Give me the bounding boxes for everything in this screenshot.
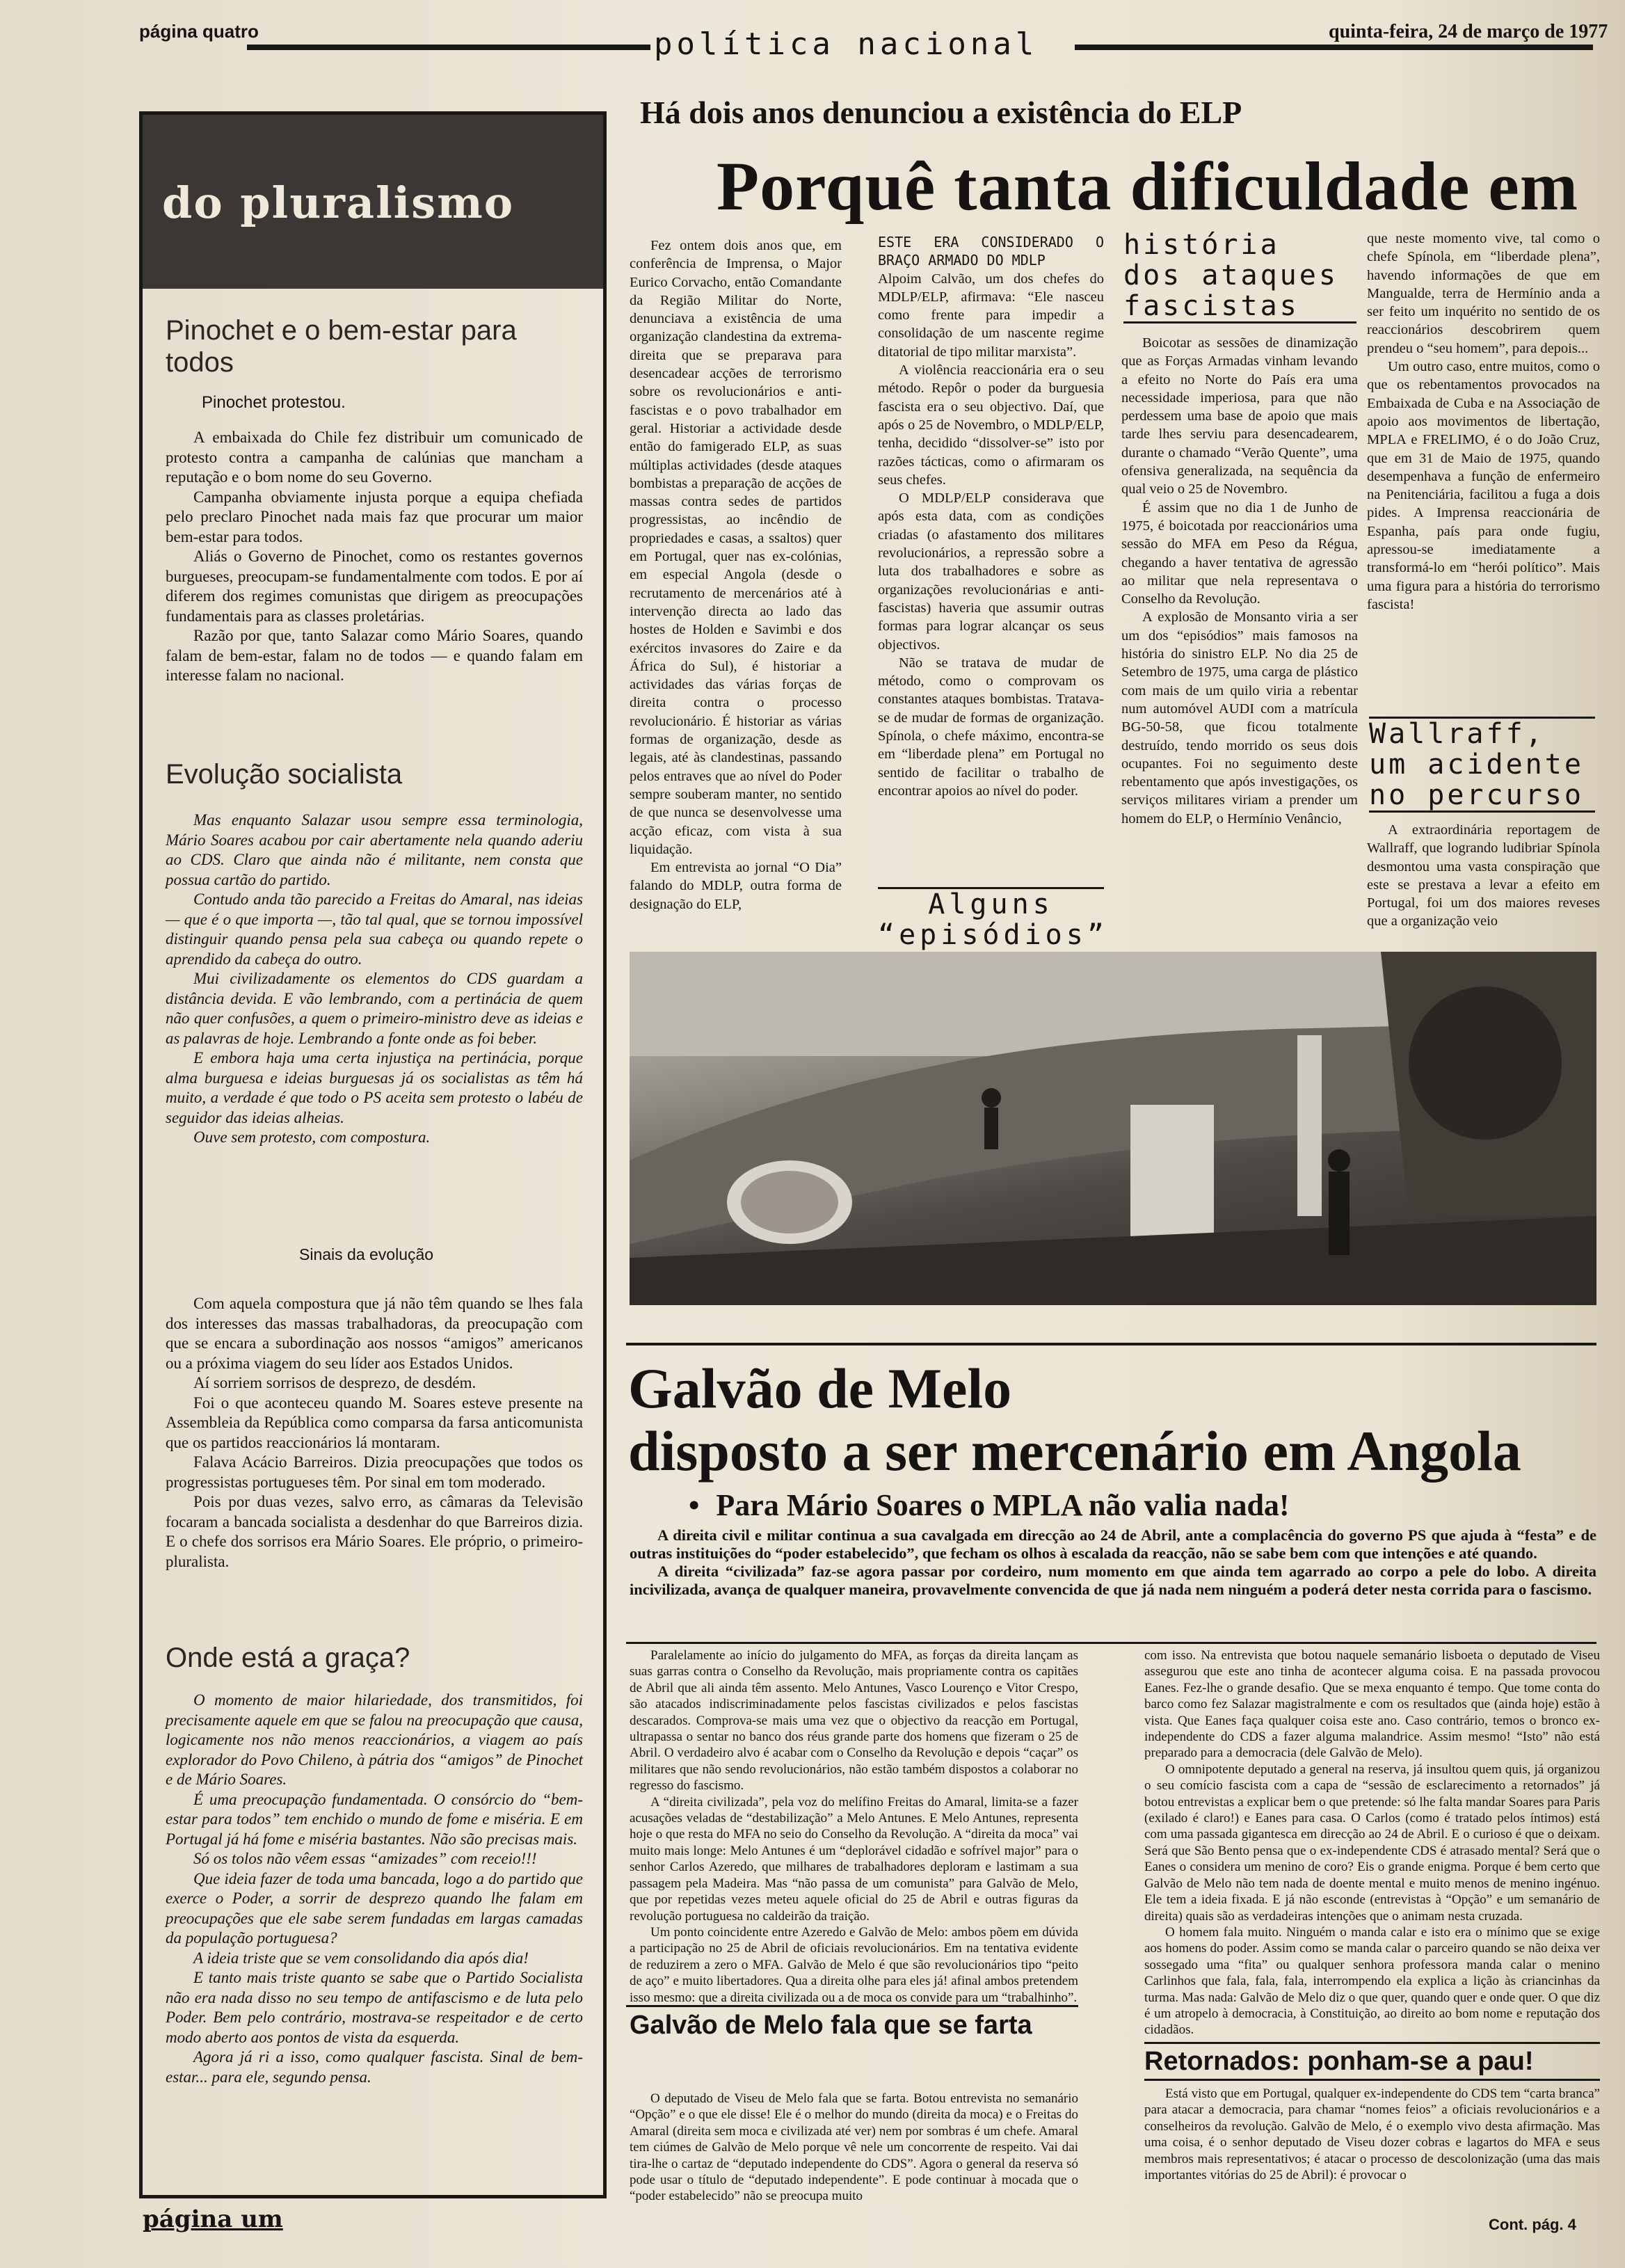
elp-headline: Porquê tanta dificuldade em [717,147,1579,225]
photo-pipeline-sabotage [630,952,1596,1305]
paragraph: Mui civilizadamente os elementos do CDS guardam a distância devida. E vão lembrando, com a pertinácia de quem não quer confusões, a quem o primeiro-ministro deve as ideias e as palavras de hoje. Lembrando a fonte onde as foi beber. [166,970,583,1047]
paragraph: É assim que no dia 1 de Junho de 1975, é boicotada por reaccionários uma sessão do MFA em Peso da Régua, chegando a haver tentativa de agressão ao militar que nela representava o Conselho da Revolução. [1121,500,1358,607]
galvao-left-col [630,1647,1078,2006]
paragraph: Mas enquanto Salazar usou sempre essa terminologia, Mário Soares acabou por cair abertamente nela quando aderiu ao CDS. Claro que ainda não é militante, nem consta que possua cartão do partido. [166,811,583,888]
paragraph: Pois por duas vezes, salvo erro, as câmaras da Televisão focaram a bancada socialista a desdenhar do que Barreiros dizia. E o chefe dos sorrisos era Mário Soares. Ele próprio, o primeiro-pluralista. [166,1493,583,1570]
paragraph: Agora já ri a isso, como qualquer fascista. Sinal de bem-estar... para ele, segundo pensa. [166,2048,583,2086]
paragraph: O momento de maior hilariedade, dos transmitidos, foi precisamente aquele em que se falou na preocupação que causa, logicamente nos não menos reaccionários, a viagem ao país explorador do Povo Chileno, à pátria dos “amigos” de Pinochet e de Mário Soares. [166,1691,583,1788]
paragraph: Razão por que, tanto Salazar como Mário Soares, quando falam de bem-estar, falam no de todos — e quando falam em interesse falam no nacional. [166,627,583,684]
paragraph: Boicotar as sessões de dinamização que as Forças Armadas vinham levando a efeito no Norte do País era uma necessidade imperiosa, para que não perdessem uma base de apoio que mais tarde lhes serviu para desencadearem, durante o chamado “Verão Quente”, uma ofensiva generalizada, na sequência da qual veio o 25 de Novembro. [1121,335,1358,497]
galvao-lead [630,1526,1596,1599]
sidebar-banner [143,115,603,289]
galvao-bullet [689,1487,1290,1523]
galvao-rule [626,1343,1596,1345]
paragraph: Ouve sem protesto, com compostura. [193,1128,431,1146]
paragraph: Aí sorriem sorrisos de desprezo, de desdém. [193,1374,477,1391]
elp-col3-heading: história dos ataques fascistas [1123,230,1356,324]
paragraph: Contudo anda tão parecido a Freitas do Amaral, nas ideias — que é o que importa —, tão tal qual, que se tornou impossível distinguir quando pensa pela sua cabeça ou quando repete o aprendido da cabeça do outro. [166,891,583,968]
elp-col2-subheading: Alguns “episódios” [878,887,1104,981]
galvao-sub-col [630,2091,1078,2205]
section-title: política nacional [654,26,1039,62]
paragraph: Um ponto coincidente entre Azeredo e Galvão de Melo: ambos põem em dúvida a participação no 25 de Abril de oficiais revolucionários. Em na tentativa evidente de reduzirem a zero o MFA. Galvão de Melo é que são revolucionários tipo “peito de aço” e muito libertadores. Qua a direita olhe para eles já! afinal ambos pretendem isso mesmo: que a direita civilizada ou a de moca os convide para um “trabalhinho”. [630,1924,1078,2005]
galvao-sub-heading: Galvão de Melo fala que se farta [630,2011,1032,2040]
paragraph: A direita “civilizada” faz-se agora passar por cordeiro, num momento em que ainda tem agarrado ao corpo a pele do lobo. A direita incivilizada, avança de qualquer maneira, provavelmente convencida de que já nada nem ninguém a poderá deter nesta corrida para o fascismo. [630,1563,1596,1598]
paragraph: Só os tolos não vêem essas “amizades” com receio!!! [193,1850,537,1867]
header-rule-left [247,45,650,50]
elp-col2-heading: ESTE ERA CONSIDERADO O BRAÇO ARMADO DO MDLP [878,234,1104,269]
elp-col-4 [1367,230,1600,614]
paragraph: E embora haja uma certa injustiça na pertinácia, porque alma burguesa e ideias burguesas já os socialistas as têm há muito, a verdade é que todo o PS aceita sem protesto o labéu de seguidor das ideias alheias. [166,1049,583,1126]
paragraph: O homem fala muito. Ninguém o manda calar e isto era o mínimo que se exige aos homens do poder. Assim como se manda calar o parceiro quando se não deixa ver sossegado uma “fita” ou qualquer senhora professora manda calar o menino Carlinhos que fala, fala, fala, interrompendo ela explica a lição às criancinhas da turma. Mas nada: Galvão de Melo diz o que quer, quando quer e onde quer. O que diz é um atropelo à democracia, à Constituição, ao direito ao bom nome e reputação dos cidadãos. [1144,1924,1600,2038]
paragraph: Não se tratava de mudar de método, como o comprovam os constantes ataques bombistas. Tratava-se de mudar de formas de organização. Spínola, o chefe máximo, encontra-se em “liberdade plena” em Portugal no sentido de facilitar o trabalho de encontrar apoios ao nível do poder. [878,655,1104,799]
paragraph: Está visto que em Portugal, qualquer ex-independente do CDS tem “carta branca” para atacar a democracia, para chamar “nomes feios” a oficiais revolucionários e a conselheiros da revolução. Galvão de Melo, é o exemplo vivo desta afirmação. Mas uma coisa, é o senhor deputado de Viseu dozer cobras e lagartos do MFA e seus membros mais representativos; é atacar o processo de descolonização (uma das mais importantes vitórias do 25 de Abril): é provocar o [1144,2086,1600,2183]
paragraph: Fez ontem dois anos que, em conferência de Imprensa, o Major Eurico Corvacho, então Comandante da Região Militar do Norte, denunciava a existência de uma organização clandestina da extrema-direita que se preparava para desencadear acções de terrorismo sobre os revolucionários e anti-fascistas e o povo trabalhador em geral. Historiar a actividade desde então do famigerado ELP, as suas múltiplas actividades (desde ataques bombistas a preparação de acções de massas contra sedes de partidos progressistas, ao incêndio de propriedades e casas, a ssaltos) quer em Portugal, quer nas ex-colónias, em especial Angola (desde o recrutamento de mercenários até à intervenção directa ao lado das hostes de Holden e Savimbi e dos exércitos invasores do Zaire e da África do Sul), é historiar a actividades das várias forças de direita contra o processo revolucionário. É historiar as várias formas de organização, desde as legais, até às clandestinas, passando pelos entraves que ao nível do Poder sempre souberam manter, no sentido de que nunca se desenvolvesse uma acção eficaz, com vista à sua liquidação. [630,238,842,857]
paragraph: Com aquela compostura que já não têm quando se lhes fala dos interesses das massas trabalhadoras, da preocupação com que se encara a subordinação aos nossos “amigos” americanos ou a próxima viagem do seu líder aos Estados Unidos. [166,1295,583,1372]
paragraph: Falava Acácio Barreiros. Dizia preocupações que todos os progressistas portugueses têm. Por sinal em tom moderado. [166,1453,583,1491]
sidebar-block-2 [166,810,583,1148]
paragraph: que neste momento vive, tal como o chefe Spínola, em “liberdade plena”, havendo informações de que em Mangualde, terra de Hermínio anda a ser feito um inquérito no sentido de os reaccionários descobrirem quem prendeu o “seu homem”, para depois... [1367,231,1600,356]
elp-col-2 [878,233,1104,800]
paragraph: Um outro caso, entre muitos, como o que os rebentamentos provocados na Embaixada de Cuba e na Associação de apoio aos movimentos de libertação, MPLA e FRELIMO, é o do João Cruz, que em 31 de Maio de 1975, quando desempenhava a função de enfermeiro na Penitenciária, facilitou a fuga a dois pides. A Imprensa reaccionária de Espanha, país para onde fugiu, apressou-se imediatamente a transformá-lo em “herói político”. Mais uma figura para a história do terrorismo fascista! [1367,359,1600,612]
paragraph: A extraordinária reportagem de Wallraff, que logrando ludibriar Spínola desmontou uma vasta conspiração que este se prestava a levar a efeito em Portugal, foi um dos maiores reveses que a organização veio [1367,822,1600,929]
galvao-rule-2 [626,1642,1596,1644]
sidebar-lead: Pinochet protestou. [202,393,346,412]
paragraph: A violência reaccionária era o seu método. Repôr o poder da burguesia fascista era o seu objectivo. Daí, que após o 25 de Novembro, o MDLP/ELP, tenha, decidido “dissolver-se” isto por razões tácticas, como o afirmaram os seus chefes. [878,362,1104,488]
elp-col-1 [630,237,842,913]
paragraph: A embaixada do Chile fez distribuir um comunicado de protesto contra a campanha de calúnias que mancham a reputação e o bom nome do seu Governo. [166,429,583,486]
paragraph: O MDLP/ELP considerava que após esta data, com as condições criadas (o afastamento dos militares revolucionários, a repressão sobre a luta dos trabalhadores e sobre as organizações revolucionárias e anti-fascistas) haveria que assumir outras formas para lograr alcançar os seus objectivos. [878,490,1104,653]
sidebar-banner-title: do pluralismo [162,177,515,228]
elp-col-3 [1121,334,1358,828]
galvao-bullet-text: Para Mário Soares o MPLA não valia nada! [716,1488,1290,1522]
sidebar-block-1 [166,428,583,686]
paragraph: Paralelamente ao início do julgamento do MFA, as forças da direita lançam as suas garras contra o Conselho da Revolução, mais propriamente contra os capitães de Abril que ali ainda têm assento. Melo Antunes, Vasco Lourenço e Vitor Crespo, são atacados indiscriminadamente pelos fascistas civilizados e pelos fascistas descarados. Comprova-se mais uma vez que o objectivo da reacção em Portugal, ultrapassa o sentar no banco dos réus grande parte dos homens que fizeram o 25 de Abril. O verdadeiro alvo é acabar com o Conselho da Revolução e depois “caçar” os militares que não sendo revolucionários, não estão também dispostos a colaborar no regresso do fascismo. [630,1648,1078,1794]
paragraph: Alpoim Calvão, um dos chefes do MDLP/ELP, afirmava: “Ele nasceu como frente para impedir a consolidação de um nascente regime ditatorial de tipo militar marxista”. [878,271,1104,360]
paragraph: A ideia triste que se vem consolidando dia após dia! [193,1949,529,1967]
paragraph: É uma preocupação fundamentada. O consórcio do “bem-estar para todos” tem enchido o mundo de fome e miséria. E em Portugal já há fome e miséria bastantes. Não são precisas mais. [166,1790,583,1848]
galvao-headline-2: disposto a ser mercenário em Angola [628,1419,1521,1483]
paragraph: Que ideia fazer de toda uma bancada, logo a do partido que exerce o Poder, a sorrir de desprezo quando lhe falam em preocupações que ele sabe serem fundadas em largas camadas da população portuguesa? [166,1869,583,1947]
wallraff-text [1367,821,1600,931]
sidebar-block-3 [166,1294,583,1572]
continuation-note: Cont. pág. 4 [1489,2216,1576,2233]
sidebar-heading-graca: Onde está a graça? [166,1643,410,1673]
sidebar-heading-pinochet: Pinochet e o bem-estar para todos [166,315,517,378]
paragraph: Em entrevista ao jornal “O Dia” falando do MDLP, outra forma de designação do ELP, [630,860,842,912]
sidebar-footer: página um [143,2205,283,2233]
paragraph: Foi o que aconteceu quando M. Soares esteve presente na Assembleia da República como comparsa da farsa anticomunista que os partidos reaccionários lá montaram. [166,1393,583,1451]
paragraph: E tanto mais triste quanto se sabe que o Partido Socialista não era nada disso no seu tempo de antifascismo e de luta pelo Poder. Bem pelo contrário, mostrava-se respeitador e de certo modo aberto aos pontos de vista da esquerda. [166,1969,583,2046]
date: quinta-feira, 24 de março de 1977 [1329,21,1608,42]
photo-illustration [630,952,1596,1305]
header-rule-right [1075,45,1593,50]
galvao-right-col [1144,1647,1600,2038]
paragraph: A “direita civilizada”, pela voz do melífino Freitas do Amaral, limita-se a fazer acusações veladas de “destabilização” a Melo Antunes. E Melo Antunes, representa hoje o que resta do MFA no seio do Conselho da Revolução. A “direita da moca” vai muito mais longe: Melo Antunes é um “deplorável cidadão e sofrível major” para o senhor Carlos Azeredo, que milhares de trabalhadores deploram e lastimam a sua passagem pela Madeira. Mas “não passa de um comunista” para Galvão de Melo, que por repetidas vezes meteu aquele oficial do 25 de Abril e outras figuras da revolução portuguesa no caldeirão da traição. [630,1794,1078,1924]
paragraph: Campanha obviamente injusta porque a equipa chefiada pelo preclaro Pinochet nada mais faz que procurar um maior bem-estar para todos. [166,488,583,545]
elp-kicker: Há dois anos denunciou a existência do ELP [640,95,1242,130]
paragraph: A direita civil e militar continua a sua cavalgada em direcção ao 24 de Abril, ante a complacência do governo PS que ajuda à “festa” e de outras instituições do “poder estabelecido”, que fecham os olhos à escalada da reacção, não se sabe bem com que intenções e até quando. [630,1526,1596,1562]
sidebar-heading-evolucao: Evolução socialista [166,759,403,790]
galvao-sub-rule [626,2005,1078,2007]
page-label: página quatro [139,21,259,42]
paragraph: com isso. Na entrevista que botou naquele semanário lisboeta o deputado de Viseu assegurou que este ano tinha de acontecer alguma coisa. E na passada provocou Eanes. Fez-lhe o grande desafio. Que se mexa enquanto é tempo. Que tome conta do barco como fez Salazar magistralmente e com os resultados que (ainda hoje) estão à vista. Que Eanes faça qualquer coisa este ano. Caso contrário, temos o bronco ex-independente do CDS a fazer alguma malandrice. Assim mesmo! “Isto” não está preparado para a democracia (dele Galvão de Melo). [1144,1648,1600,1761]
paragraph: Aliás o Governo de Pinochet, como os restantes governos burgueses, preocupam-se fundamentalmente com todos. E por aí diferem dos regimes comunistas que dirigem as preocupações fundamentais para as classes proletárias. [166,548,583,625]
retornados-heading: Retornados: ponham-se a pau! [1144,2042,1600,2081]
retornados-text [1144,2086,1600,2183]
paragraph: A explosão de Monsanto viria a ser um dos “episódios” mais famosos na história do sinistro ELP. No dia 25 de Setembro de 1975, uma carga de plástico com mais de um quilo viria a rebentar num automóvel AUDI com a matrícula BG-50-58, que ficou totalmente destruído, tendo morrido os seus dois ocupantes. Foi no seguimento deste rebentamento que após investigações, os serviços militares viriam a prender um homem do ELP, o Hermínio Venâncio, [1121,609,1358,826]
paragraph: O omnipotente deputado a general na reserva, já insultou quem quis, já organizou o seu comício fascista com a capa de “sessão de esclarecimento a retornados” já botou entrevistas a explicar bem o que pretende: só lhe falta mandar Soares para Paris (exilado é claro!) e Eanes para casa. O Carlos (como é tratado pelos íntimos) está com uma passada gigantesca em direcção ao 24 de Abril. E o curioso é que o deixam. Será que São Bento pensa que o ex-independente CDS é atrasado mental? Será que o Eanes o considera um menino de coro? Eis o grande enigma. Porque é bem certo que Galvão de Melo não tem nada de doente mental e muito menos de menino ingénuo. Ele tem a ideia fixada. E já não esconde (entrevistas à “Opção” e um semanário de direita) quais são as verdadeiras intenções que o animam nesta cruzada. [1144,1762,1600,1924]
sidebar-block-4 [166,1691,583,2087]
wallraff-heading: Wallraff, um acidente no percurso [1369,717,1595,813]
galvao-headline-1: Galvão de Melo [628,1357,1012,1420]
bullet-icon: • [689,1488,700,1522]
paragraph: O deputado de Viseu de Melo fala que se farta. Botou entrevista no semanário “Opção” e o que ele disse! Ele é o melhor do mundo (direita da moca) e o Freitas do Amaral (direita sem moca e civilizada até ver) nem por sombras é um chefe. Amaral tem ciúmes de Galvão de Melo porque vê nele um concorrente de respeito. Vai dai tira-lhe o cartaz de “deputado independente do CDS”. Agora o general da reserva só pode usar o título de “deputado independente”. E pode continuar à mocada que o “poder estabelecido” não se preocupa muito [630,2091,1078,2204]
sidebar-subheading-sinais: Sinais da evolução [299,1245,434,1263]
